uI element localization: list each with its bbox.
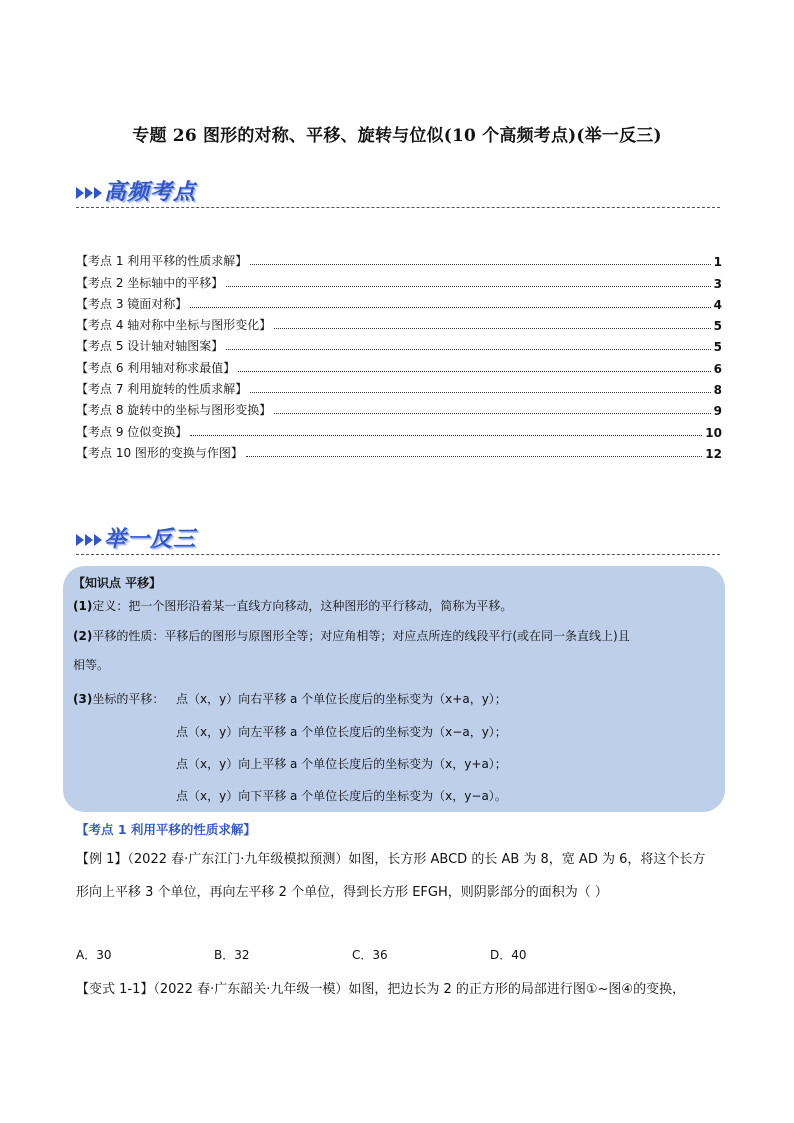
triple-arrow-icon	[76, 185, 102, 201]
choice-a: A．30	[76, 948, 112, 962]
toc-leader-dots	[226, 349, 710, 350]
toc-leader-dots	[238, 371, 710, 372]
table-of-contents	[76, 248, 722, 461]
toc-item[interactable]	[76, 354, 722, 375]
coordinate-label-line: (3)坐标的平移：	[73, 692, 165, 706]
variant-1-1: 【变式 1-1】（2022 春·广东韶关·九年级一模）如图，把边长为 2 的正方形的局部进行图①~图④的变换，	[76, 982, 686, 997]
toc-item[interactable]	[76, 376, 722, 397]
toc-item-page: 8	[713, 383, 722, 398]
toc-item[interactable]	[76, 440, 722, 461]
toc-leader-dots	[274, 413, 710, 414]
section-header-high-frequency	[76, 175, 720, 209]
toc-item-page: 6	[713, 361, 722, 376]
choice-b: B．32	[214, 948, 250, 962]
toc-item-page: 12	[705, 446, 722, 461]
toc-item[interactable]	[76, 291, 722, 312]
toc-leader-dots	[190, 435, 702, 436]
divider	[76, 207, 720, 208]
toc-item-label: 【考点 9 位似变换】	[76, 424, 188, 439]
toc-item-page: 4	[713, 297, 722, 312]
toc-item-page: 10	[705, 425, 722, 440]
knowledge-title: 【知识点 平移】	[73, 576, 162, 590]
toc-item-label: 【考点 7 利用旋转的性质求解】	[76, 382, 248, 397]
example-1-line-1: 【例 1】（2022 春·广东江门·九年级模拟预测）如图，长方形 ABCD 的长 AB 为 8，宽 AD 为 6，将这个长方	[76, 852, 706, 867]
toc-item[interactable]	[76, 312, 722, 333]
toc-item-page: 3	[713, 276, 722, 291]
toc-item[interactable]	[76, 269, 722, 290]
choice-c: C．36	[352, 948, 388, 962]
toc-item-label: 【考点 8 旋转中的坐标与图形变换】	[76, 403, 272, 418]
toc-item[interactable]	[76, 248, 722, 269]
toc-leader-dots	[190, 307, 710, 308]
section-label: 高频考点	[104, 180, 197, 205]
coord-rule-up: 点（x，y）向上平移 a 个单位长度后的坐标变为（x，y+a）；	[176, 757, 507, 771]
toc-item-page: 1	[713, 255, 722, 270]
toc-item-label: 【考点 3 镜面对称】	[76, 296, 188, 311]
page-title: 专题 26 图形的对称、平移、旋转与位似(10 个高频考点)(举一反三)	[132, 126, 662, 146]
toc-item-page: 5	[713, 319, 722, 334]
toc-item-label: 【考点 5 设计轴对轴图案】	[76, 339, 224, 354]
toc-leader-dots	[250, 264, 710, 265]
property-line: (2)平移的性质：平移后的图形与原图形全等；对应角相等；对应点所连的线段平行(或在同一条直线上)且	[73, 629, 630, 643]
kaodian-heading: 【考点 1 利用平移的性质求解】	[76, 822, 256, 837]
knowledge-box	[63, 566, 725, 812]
toc-item-label: 【考点 6 利用轴对称求最值】	[76, 360, 236, 375]
toc-item-label: 【考点 1 利用平移的性质求解】	[76, 254, 248, 269]
toc-leader-dots	[250, 392, 710, 393]
answer-choices	[76, 946, 628, 963]
definition-line: (1)定义：把一个图形沿着某一直线方向移动，这种图形的平行移动，简称为平移。	[73, 599, 513, 613]
section-label: 举一反三	[104, 527, 197, 552]
toc-leader-dots	[274, 328, 710, 329]
section-header-examples	[76, 522, 720, 556]
divider	[76, 554, 720, 555]
toc-item[interactable]	[76, 418, 722, 439]
coord-rule-left: 点（x，y）向左平移 a 个单位长度后的坐标变为（x−a，y）；	[176, 725, 507, 739]
toc-item-label: 【考点 4 轴对称中坐标与图形变化】	[76, 318, 272, 333]
example-1-line-2: 形向上平移 3 个单位，再向左平移 2 个单位，得到长方形 EFGH，则阴影部分的面积为（ ）	[76, 885, 608, 900]
toc-item[interactable]	[76, 397, 722, 418]
toc-item-page: 5	[713, 340, 722, 355]
toc-item-label: 【考点 2 坐标轴中的平移】	[76, 275, 224, 290]
toc-leader-dots	[226, 286, 710, 287]
coord-rule-right: 点（x，y）向右平移 a 个单位长度后的坐标变为（x+a，y）；	[176, 692, 507, 706]
toc-item-page: 9	[713, 404, 722, 419]
choice-d: D．40	[490, 948, 527, 962]
toc-item-label: 【考点 10 图形的变换与作图】	[76, 445, 243, 460]
coord-rule-down: 点（x，y）向下平移 a 个单位长度后的坐标变为（x，y−a）。	[176, 789, 507, 803]
toc-leader-dots	[246, 456, 702, 457]
property-line-cont: 相等。	[73, 658, 110, 672]
triple-arrow-icon	[76, 532, 102, 548]
toc-item[interactable]	[76, 333, 722, 354]
